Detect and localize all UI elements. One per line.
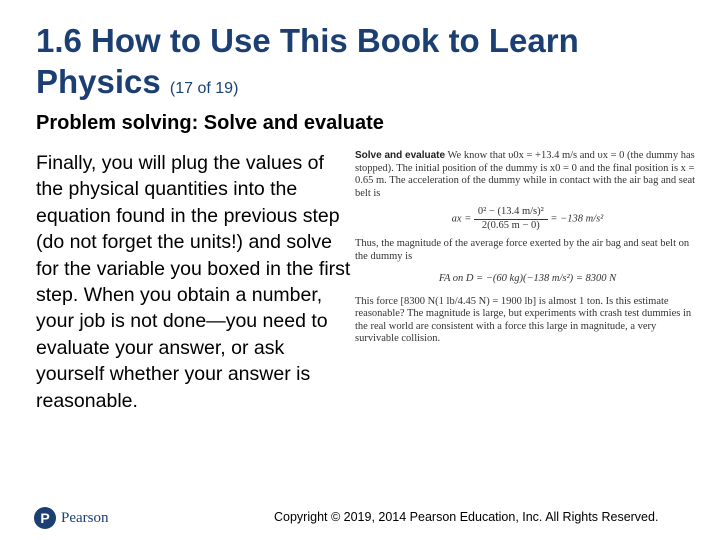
- slide-title: [36, 20, 676, 109]
- slide-subtitle: Problem solving: Solve and evaluate: [36, 112, 384, 134]
- equation-rhs: = −138 m/s²: [550, 213, 604, 225]
- equation-force: FA on D = −(60 kg)(−138 m/s²) = 8300 N: [438, 273, 617, 284]
- pearson-logo: [34, 506, 109, 530]
- excerpt-paragraph-1: [355, 150, 700, 200]
- copyright-footer: Copyright © 2019, 2014 Pearson Education, Inc. All Rights Reserved.: [274, 510, 659, 524]
- textbook-excerpt: [355, 150, 700, 390]
- page-indicator: (17 of 19): [169, 80, 239, 97]
- excerpt-text-1: We know that υ0x = +13.4 m/s and υx = 0 (the dummy has stopped). The initial position of the dummy is x0 = 0 and the final position is x = 0.65 m. The acceleration of the dummy while in contact with the air bag and seat belt is: [355, 150, 696, 199]
- excerpt-paragraph-2: Thus, the magnitude of the average force exerted by the air bag and seat belt on the dummy is: [355, 238, 690, 262]
- pearson-mark-icon: P: [34, 507, 56, 529]
- body-paragraph: Finally, you will plug the values of the physical quantities into the equation found in the previous step (do not forget the units!) and solve for the variable you boxed in the first step. When you obtain a number, your job is not done—you need to evaluate your answer, or ask yourself whether your answer is reasonable.: [36, 152, 351, 412]
- fraction-denominator: 2(0.65 m − 0): [481, 219, 540, 231]
- equation-lhs: ax =: [451, 213, 472, 225]
- pearson-wordmark: Pearson: [61, 509, 109, 526]
- equation-fraction: [474, 206, 548, 232]
- excerpt-paragraph-3: This force [8300 N(1 lb/4.45 N) = 1900 lb] is almost 1 ton. Is this estimate reasonable? The magnitude is large, but experiments with crash test dummies in the real world are consistent with a force this large in magnitude, a very survivable collision.: [355, 295, 692, 344]
- excerpt-label: Solve and evaluate: [355, 150, 446, 161]
- fraction-numerator: 0² − (13.4 m/s)²: [474, 206, 548, 220]
- equation-acceleration: [355, 206, 700, 232]
- title-text: 1.6 How to Use This Book to Learn Physics: [36, 22, 579, 100]
